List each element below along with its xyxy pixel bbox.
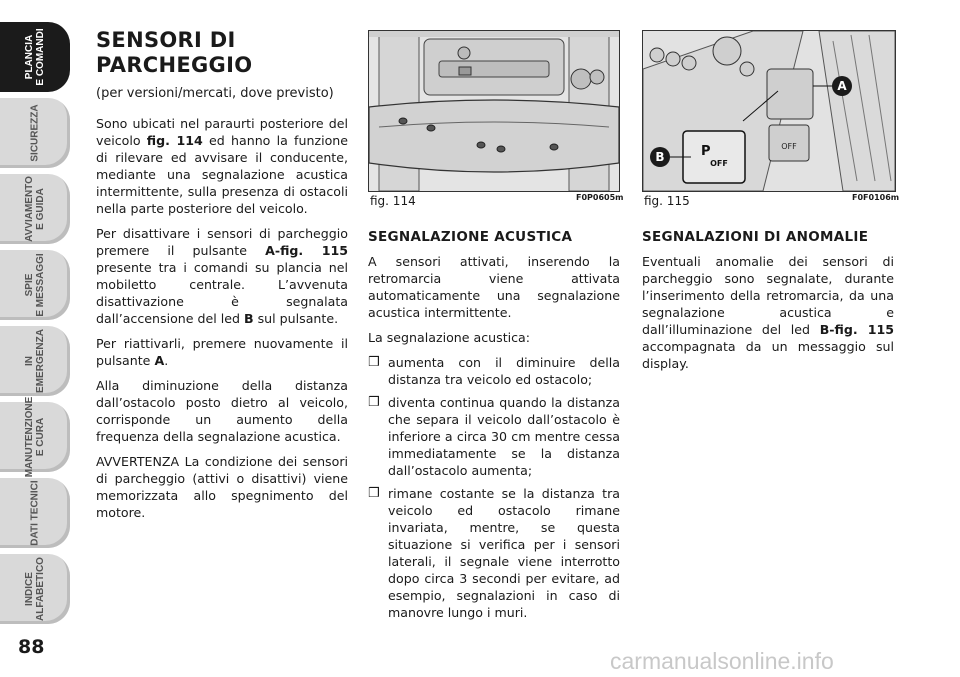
paragraph: La segnalazione acustica: bbox=[368, 330, 531, 345]
paragraph: Sono ubicati nel paraurti posteriore del veicolo fig. 114 ed hanno la funzione di rilevare ed avvisare il conducente, mediante una segnalazione acustica intermittente, sulla presenza di ostacoli nella parte posteriore del veicolo. bbox=[96, 116, 348, 216]
figure-code: F0P0605m bbox=[576, 193, 624, 202]
svg-text:P: P bbox=[701, 144, 711, 159]
page-subtitle: (per versioni/mercati, dove previsto) bbox=[96, 86, 334, 101]
tab-label: DATI TECNICI bbox=[29, 480, 41, 546]
tab-manutenzione-e-cura[interactable] bbox=[0, 396, 70, 478]
tab-plancia-e-comandi[interactable] bbox=[0, 22, 70, 92]
figure-114-rear-bumper bbox=[368, 30, 620, 192]
svg-text:B: B bbox=[655, 150, 665, 164]
anomalies-section bbox=[642, 229, 894, 380]
tab-dati-tecnici[interactable] bbox=[0, 478, 70, 548]
page-title: SENSORI DI PARCHEGGIO bbox=[96, 28, 253, 77]
acoustic-section bbox=[368, 229, 620, 627]
tab-label: IN EMERGENZA bbox=[24, 329, 46, 393]
rear-bumper-illustration bbox=[369, 31, 619, 191]
figure-reference[interactable]: B-fig. 115 bbox=[819, 322, 894, 337]
watermark: carmanualsonline.info bbox=[610, 648, 834, 674]
figure-reference[interactable]: A-fig. 115 bbox=[265, 243, 348, 258]
paragraph: A sensori attivati, inserendo la retromarcia viene attivata automaticamente una segnalazione acustica intermittente. bbox=[368, 254, 620, 320]
paragraph: Eventuali anomalie dei sensori di parcheggio sono segnalate, durante l’inserimento della retromarcia, da una segnalazione acustica e dall’illuminazione del led B-fig. 115 accompagnata da un messaggio sul display. bbox=[642, 254, 894, 371]
list-item: ❒ diventa continua quando la distanza che separa il veicolo dall’ostacolo è inferiore a circa 30 cm mentre cessa immediatamente se la distanza dall’ostacolo aumenta; bbox=[368, 394, 620, 479]
paragraph: Per disattivare i sensori di parcheggio premere il pulsante A-fig. 115 presente tra i comandi su plancia nel mobiletto centrale. L’avvenuta disattivazione è segnalata dall’accensione del led B sul pulsante. bbox=[96, 226, 348, 326]
page-number: 88 bbox=[18, 636, 45, 658]
tab-in-emergenza[interactable] bbox=[0, 326, 70, 396]
tab-indice-alfabetico[interactable] bbox=[0, 554, 70, 624]
section-heading: SEGNALAZIONI DI ANOMALIE bbox=[642, 229, 869, 245]
tab-label: INDICE ALFABETICO bbox=[24, 557, 46, 621]
svg-text:A: A bbox=[837, 79, 847, 93]
figure-115-dashboard-button bbox=[642, 30, 896, 192]
figure-reference[interactable]: fig. 114 bbox=[146, 133, 203, 148]
figure-caption: fig. 115 bbox=[644, 194, 690, 208]
list-item: ❒ aumenta con il diminuire della distanza tra veicolo ed ostacolo; bbox=[368, 354, 620, 388]
tab-label: AVVIAMENTO E GUIDA bbox=[24, 176, 46, 242]
list-item: ❒ rimane costante se la distanza tra veicolo ed ostacolo rimane invariata, mentre, se questa situazione si verifica per i sensori laterali, il segnale viene interrotto dopo circa 3 secondi per evitare, ad esempio, segnalazioni in caso di manovre lungo i muri. bbox=[368, 485, 620, 621]
main-column bbox=[96, 28, 348, 529]
paragraph: Alla diminuzione della distanza dall’ostacolo posto dietro al veicolo, corrisponde un aumento della frequenza della segnalazione acustica. bbox=[96, 378, 348, 444]
bullet-list bbox=[368, 354, 620, 621]
warning-paragraph: AVVERTENZA La condizione dei sensori di parcheggio (attivi o disattivi) viene memorizzata allo spegnimento del motore. bbox=[96, 454, 348, 520]
tab-label: SICUREZZA bbox=[29, 104, 41, 162]
tab-label: MANUTENZIONE E CURA bbox=[24, 396, 46, 478]
svg-text:OFF: OFF bbox=[710, 159, 728, 168]
paragraph: Per riattivarli, premere nuovamente il pulsante A. bbox=[96, 336, 348, 368]
svg-text:OFF: OFF bbox=[781, 142, 797, 151]
tab-label: SPIE E MESSAGGI bbox=[24, 253, 46, 317]
dashboard-illustration bbox=[643, 31, 895, 191]
figure-caption: fig. 114 bbox=[370, 194, 416, 208]
figure-code: F0F0106m bbox=[852, 193, 900, 202]
tab-label: PLANCIA E COMANDI bbox=[24, 28, 46, 86]
tab-sicurezza[interactable] bbox=[0, 98, 70, 168]
chapter-tabs bbox=[0, 0, 80, 677]
section-heading: SEGNALAZIONE ACUSTICA bbox=[368, 229, 573, 245]
tab-spie-e-messaggi[interactable] bbox=[0, 250, 70, 320]
tab-avviamento-e-guida[interactable] bbox=[0, 174, 70, 244]
